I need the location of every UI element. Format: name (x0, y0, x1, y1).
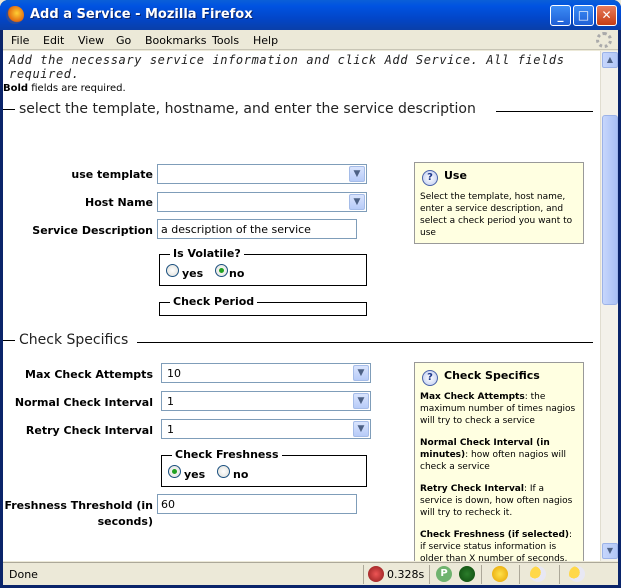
status-divider (519, 565, 520, 584)
help-desc: : the maximum number of times nagios will try to check a service (420, 392, 576, 426)
is-volatile-fieldset (159, 247, 367, 286)
required-bold: Bold (3, 83, 29, 94)
is-volatile-yes-radio[interactable] (166, 264, 179, 277)
help-item (420, 483, 578, 519)
use-template-select[interactable] (157, 164, 367, 184)
status-timing: 0.328s (387, 568, 425, 581)
chevron-down-icon[interactable]: ▼ (353, 393, 369, 409)
section-check-specifics-title: Check Specifics (19, 332, 129, 348)
legend-rule (137, 342, 593, 343)
page-content (3, 51, 600, 561)
check-freshness-fieldset (161, 448, 367, 487)
status-divider (363, 565, 364, 584)
help-item (420, 529, 578, 561)
help-term: Check Freshness (if selected) (420, 530, 570, 540)
menu-file[interactable]: File (11, 34, 30, 47)
normal-check-interval-select[interactable] (161, 391, 371, 411)
help-item (420, 437, 578, 473)
is-volatile-no-radio[interactable] (215, 264, 228, 277)
service-description-input[interactable]: a description of the service (157, 219, 357, 239)
check-freshness-yes-label[interactable]: yes (184, 468, 206, 481)
menu-bookmarks[interactable]: Bookmarks (145, 34, 207, 47)
help-term: Normal Check Interval (in minutes) (420, 438, 550, 460)
partly-cloudy-icon[interactable] (569, 566, 585, 582)
check-specifics-help-box (414, 362, 584, 561)
check-freshness-no-label[interactable]: no (233, 468, 249, 481)
menu-view[interactable]: View (78, 34, 105, 47)
status-divider (429, 565, 430, 584)
use-help-title: Use (444, 169, 467, 182)
check-freshness-legend: Check Freshness (172, 448, 282, 461)
status-divider (481, 565, 482, 584)
scroll-thumb[interactable] (602, 115, 618, 305)
legend-dash (3, 340, 15, 341)
check-period-fieldset (159, 295, 367, 316)
freshness-threshold-input[interactable]: 60 (157, 494, 357, 514)
menu-go[interactable]: Go (116, 34, 132, 47)
check-period-legend: Check Period (170, 295, 257, 308)
section-check-specifics-legend (3, 332, 600, 348)
window-title: Add a Service - Mozilla Firefox (30, 7, 253, 22)
check-specifics-help-title: Check Specifics (444, 369, 540, 382)
freshness-threshold-label: Freshness Threshold (in seconds) (4, 499, 153, 528)
retry-check-interval-value: 1 (167, 423, 174, 436)
required-note (3, 83, 126, 94)
required-rest: fields are required. (28, 83, 126, 94)
check-freshness-no-radio[interactable] (217, 465, 230, 478)
is-volatile-yes-label[interactable]: yes (182, 267, 204, 280)
p-badge-icon[interactable]: P (436, 566, 452, 582)
status-divider (559, 565, 560, 584)
host-name-label: Host Name (85, 196, 153, 209)
help-desc: : if service status information is older than X number of seconds, (420, 530, 573, 561)
retry-check-interval-label: Retry Check Interval (25, 424, 153, 437)
legend-rule (496, 111, 593, 112)
minimize-button[interactable]: _ (550, 5, 571, 26)
use-help-text: Select the template, host name, enter a service description, and select a check period you want to use (420, 192, 573, 238)
max-check-attempts-value: 10 (167, 367, 181, 380)
max-check-attempts-select[interactable] (161, 363, 371, 383)
title-bar[interactable] (0, 0, 621, 30)
firefox-logo-icon (6, 6, 24, 24)
maximize-button[interactable]: □ (573, 5, 594, 26)
section-template-legend (3, 101, 600, 117)
service-description-label: Service Description (32, 224, 153, 237)
help-term: Max Check Attempts (420, 392, 525, 402)
is-volatile-no-label[interactable]: no (229, 267, 245, 280)
question-icon: ? (422, 370, 438, 386)
scroll-down-arrow-icon[interactable]: ▼ (602, 543, 618, 559)
page-intro: Add the necessary service information and click Add Service. All fields required. (9, 53, 565, 81)
normal-check-interval-value: 1 (167, 395, 174, 408)
menu-help[interactable]: Help (253, 34, 279, 47)
chevron-down-icon[interactable]: ▼ (353, 421, 369, 437)
chevron-down-icon[interactable]: ▼ (349, 166, 365, 182)
question-icon: ? (422, 170, 438, 186)
host-name-select[interactable] (157, 192, 367, 212)
close-button[interactable]: ✕ (596, 5, 617, 26)
partly-cloudy-icon[interactable] (530, 566, 546, 582)
is-volatile-legend: Is Volatile? (170, 247, 244, 260)
help-item (420, 391, 578, 427)
normal-check-interval-label: Normal Check Interval (14, 396, 153, 409)
use-template-label: use template (71, 168, 153, 181)
chevron-down-icon[interactable]: ▼ (349, 194, 365, 210)
menu-bar (3, 30, 618, 50)
chevron-down-icon[interactable]: ▼ (353, 365, 369, 381)
green-circle-icon[interactable] (459, 566, 475, 582)
section-template-title: select the template, hostname, and enter the service description (19, 101, 476, 117)
vertical-scrollbar[interactable] (600, 51, 618, 561)
legend-dash (3, 109, 15, 110)
bug-icon[interactable] (368, 566, 384, 582)
sun-icon[interactable] (492, 566, 508, 582)
menu-tools[interactable]: Tools (212, 34, 240, 47)
help-term: Retry Check Interval (420, 484, 524, 494)
help-desc: : If a service is down, how often nagios will try to recheck it. (420, 484, 573, 518)
check-freshness-yes-radio[interactable] (168, 465, 181, 478)
menu-edit[interactable]: Edit (43, 34, 65, 47)
use-help-box (414, 162, 584, 244)
status-text: Done (9, 568, 38, 581)
activity-throbber-icon (596, 32, 612, 48)
help-desc: : how often nagios will check a service (420, 450, 566, 472)
scroll-up-arrow-icon[interactable]: ▲ (602, 52, 618, 68)
max-check-attempts-label: Max Check Attempts (25, 368, 153, 381)
status-bar (3, 562, 618, 585)
retry-check-interval-select[interactable] (161, 419, 371, 439)
browser-client (3, 30, 618, 585)
